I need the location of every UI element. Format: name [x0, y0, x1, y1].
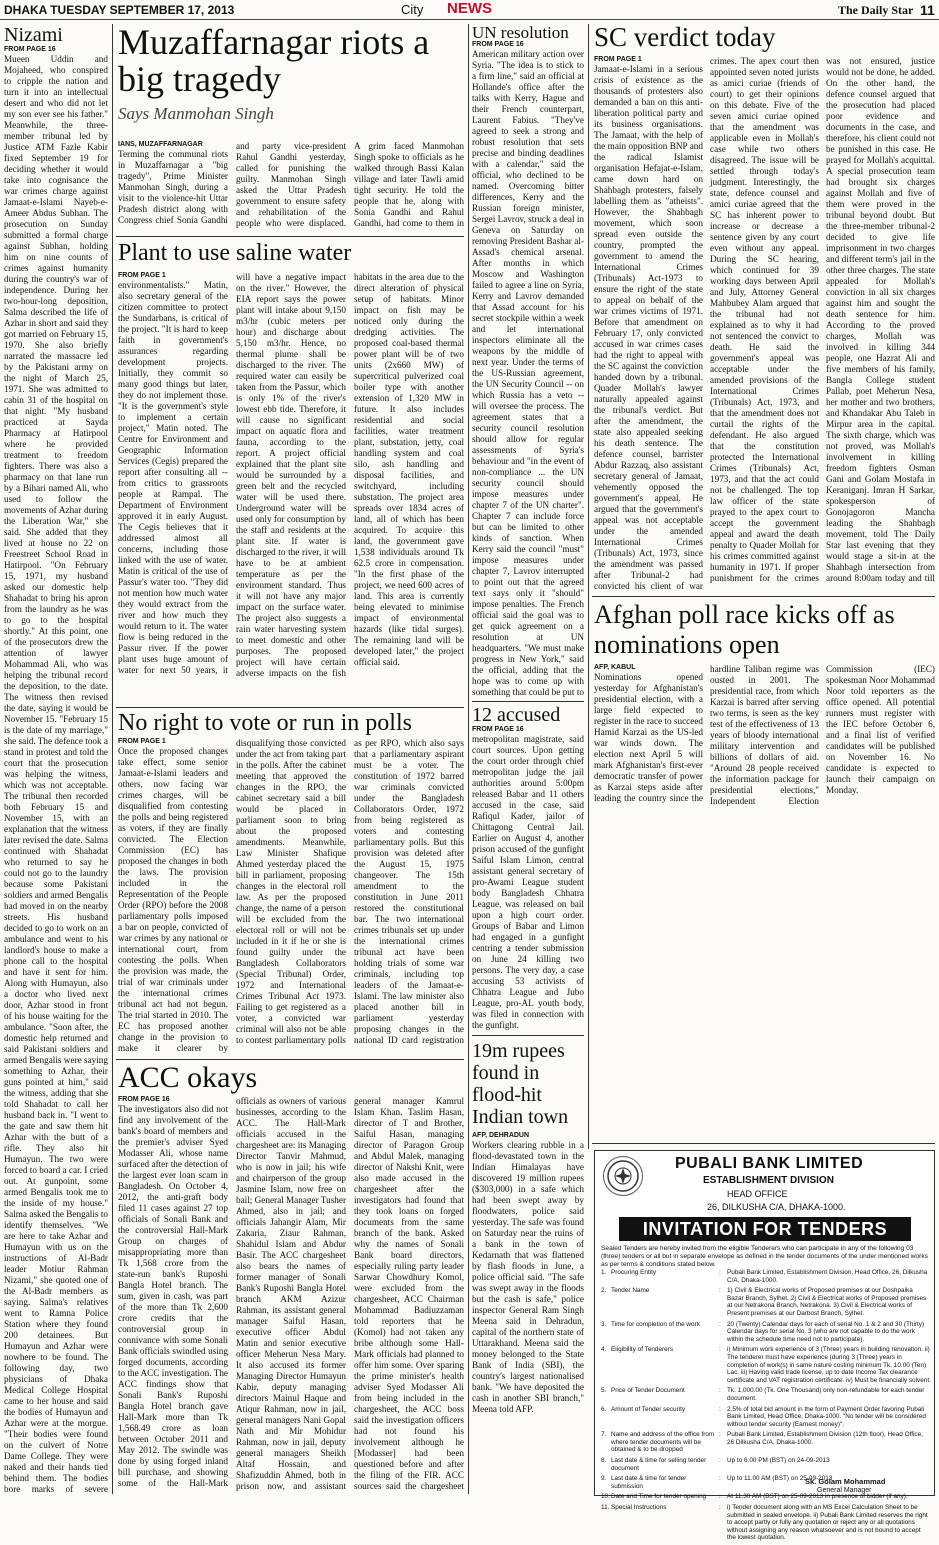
tender-advertisement: [594, 1150, 935, 1542]
story-sc-head: [594, 24, 935, 54]
story-muzaffarnagar-body: [118, 141, 464, 233]
tender-cell-k: Tender Name: [611, 1287, 650, 1295]
seal-icon: [606, 1159, 640, 1193]
tender-cell-k: Last date & time for tender submission: [611, 1475, 687, 1490]
story-vote-body: [118, 738, 464, 1056]
tender-cell-k: Last date & time for selling tender document: [611, 1457, 707, 1472]
headline-sc: SC verdict today: [594, 24, 776, 52]
headline-nizami: Nizami: [4, 24, 63, 46]
tender-cell-colon: :: [719, 1457, 721, 1465]
story-divider: [592, 1143, 935, 1144]
ad-intro: Sealed Tenders are hereby invited from the eligible Tenderers who can participate in any of the following 03 (three) tenders or all but in separate envelope as defined in the tender documents of the under mentioned works as per terms & conditions stated below.: [601, 1245, 928, 1268]
headline-saline: Plant to use saline water: [118, 240, 352, 266]
tender-cell-v: 20 (Twenty) Calendar days for each of serial No. 1 & 2 and 30 (Thirty) Calendar days for serial No. 3 (who are not capable to do the work within the schedule time need not to participate).: [727, 1320, 925, 1343]
tender-cell-k: Amount of Tender security: [611, 1405, 686, 1413]
tender-cell-n: 8.: [601, 1457, 607, 1465]
body-nizami: Mueen Uddin and Mojaheed, who conspired to cripple the nation and turn it into an intellectual desert and who did not let my son ever see his father." Meanwhile, the three-member tribunal led by Justice ATM Fazle Kabir fixed September 19 for deciding whether it would take into cognisance the war crimes charge against Jamaat-e-Islami Nayeb-e-Ameer Abdus Subhan. The prosecution on Sunday submitted a formal charge against Subhan, holding him on nine counts of crimes against humanity during the country's war of independence. During her two-hour-long deposition, Salma described the life of Azhar in short and said they got married on February 15, 1970. She also briefly narrated the massacre led by the Pakistani army on the night of March 25, 1971. She was admitted to cabin 31 of the hospital on that night. "My husband practiced at Sayda Pharmacy at Hatirpool where he provided treatment to freedom fighters. There was also a pharmacy on that lane run by a Bihari named Ali, who used to follow the movements of Azhar during the Liberation War," she said. She added that they lived at house no 22 on Freestreet School Road in Hatirpool. "On February 15, 1971, my husband asked our domestic help Shahadat to bring his apron from the laundry as he was to go to the hospital shortly." At this point, one of the prosecutors drew the attention of lawyer Mohammad Ali, who was helping the tribunal record the deposition, to the date. The witness then revised the date, saying it would be November 15. "February 15 is the date of my marriage," she said. The defence took a stand in protest and told the court that the prosecution was helping the witness, which was not acceptable. The tribunal then recorded both February 15 and November 15, with an explanation that the witness later revised the date. Salma continued with Shahadat who returned to say he could not go to the laundry because some Pakistani soldiers and armed Bengalis had moved in on the nearby streets. His husband decided to go to work on an ambulance and went to his landlord's house to make a phone call to the hospital and have it sent for him. Along with Humayun, also a doctor who lived next door, Azhar stood in front of his house waiting for the ambulance. "Soon after, the domestic help returned and said Pakistani soldiers and armed Bengalis were saying something to Azhar, their guns pointed at him," said the witness, adding that she told Shahadat to call her husband back in. "I went to the gate and saw them hit Azhar with the butt of a rifle. They also hit Humayun. The two were forced to board a car. I cried out. At gunpoint, some armed Bengalis took me to the inside of my house." Salma asked the Bengalis to identify themselves. "We are here to take Azhar and Humayun with us on the instructions of Al-Badr leader Motiur Rahman Nizami," she quoted one of the Al-Badr members as saying. Salma's relatives went to Ramna Police Station where they found 200 detainees. But Humayun and Azhar were nowhere to be found. The following day, two physicians of Dhaka Medical College Hospital came to her house and said the bodies of Humayun and Azhar were at the morgue. "Their bodies were found on the culvert of Notre Dame College. They were naked and their hands tied behind them. The bodies bore marks of severe: [4, 54, 108, 1494]
tender-cell-k: Date and Time for tender opening: [611, 1493, 707, 1501]
story-saline-head: [118, 240, 464, 270]
tender-cell-v: Up to 6.00 PM (BST) on 24-09-2013: [727, 1457, 830, 1465]
tender-row: [601, 1504, 931, 1545]
tender-cell-n: 2.: [601, 1287, 607, 1295]
ad-head-office: HEAD OFFICE: [727, 1189, 788, 1199]
tender-cell-v: Up to 11.00 AM (BST) on 25-09-2013: [727, 1475, 833, 1483]
tender-cell-v: 1) Civil & Electrical works of Proposed premises at our Doshpaika Bazar Branch, Sylhet. 2) Civil & Electrical works of Proposed premises at our Netrakona Branch, Netrakona. 3) Civil & Electrical works of Present premises at our Darbost Branch, Sylhet.: [727, 1287, 927, 1317]
story-un: [472, 24, 584, 698]
ad-signatory: Sk. Golam Mohammad: [805, 1477, 886, 1486]
tender-cell-colon: :: [719, 1431, 721, 1439]
story-divider: [116, 1059, 464, 1060]
source-rupees: AFP, DEHRADUN: [472, 1132, 530, 1139]
source-muzaffarnagar: IANS, MUZAFFARNAGAR: [118, 141, 203, 148]
tender-cell-colon: :: [719, 1269, 721, 1276]
headline-afghan: Afghan poll race kicks off as nominations open: [594, 600, 895, 659]
tender-cell-n: 7.: [601, 1431, 607, 1439]
section-news: NEWS: [447, 0, 492, 17]
source-un: FROM PAGE 16: [472, 41, 524, 48]
story-divider: [116, 236, 464, 237]
story-afghan-head: [594, 600, 935, 662]
tender-row: [601, 1321, 931, 1347]
story-sc-body: [594, 56, 935, 592]
tender-cell-colon: :: [719, 1405, 721, 1413]
body-muzaffarnagar: Terming the communal riots in Muzaffarnagar a "big tragedy", Prime Minister Manmohan Singh, during a visit to the violence-hit Uttar Pradesh district along with Congress chief Sonia Gandhi and party vice-president Rahul Gandhi yesterday, called for punishing the guilty. Manmohan Singh asked the Uttar Pradesh government to ensure safety and rehabilitation of the people who were displaced. A grim faced Manmohan Singh spoke to officials as he walked through Bassi Kalan village and later Tawli amid tight security. He told the people that he, along with Sonia Gandhi and Rahul Gandhi, had come to them in: [118, 141, 464, 228]
story-divider: [472, 1035, 584, 1036]
tender-cell-colon: :: [719, 1287, 721, 1295]
tender-cell-k: Price of Tender Document: [611, 1387, 685, 1395]
column-rule: [588, 24, 589, 1149]
tender-cell-v: Pubali Bank Limited, Establishment Division, Head Office, 26, Dilkusha C/A, Dhaka-1000.: [727, 1269, 928, 1284]
tender-cell-v: Pubali Bank Limited, Establishment Division (12th floor), Head Office, 26 Dilkusha C/A, Dhaka-1000.: [727, 1431, 923, 1446]
tender-row: [601, 1406, 931, 1432]
source-afghan: AFP, KABUL: [594, 664, 636, 671]
story-rupees: [472, 1040, 584, 1494]
tender-cell-k: Time for completion of the work: [611, 1320, 700, 1328]
tender-row: [601, 1431, 931, 1457]
masthead: [0, 0, 939, 20]
headline-rupees: 19m rupees found in flood-hit Indian town: [472, 1040, 569, 1128]
source-sc: FROM PAGE 1: [594, 56, 642, 63]
story-acc-body: [118, 1096, 464, 1494]
source-vote: FROM PAGE 1: [118, 738, 166, 745]
tender-cell-n: 10.: [601, 1493, 610, 1501]
subhead-muzaffarnagar: Says Manmohan Singh: [118, 104, 274, 123]
story-afghan-body: [594, 664, 935, 1140]
tender-cell-colon: :: [719, 1493, 721, 1501]
tender-row: [601, 1346, 931, 1387]
headline-un: UN resolution: [472, 24, 569, 42]
page-number: 11: [920, 2, 935, 18]
tender-cell-n: 3.: [601, 1320, 607, 1328]
dateline: DHAKA TUESDAY SEPTEMBER 17, 2013: [4, 3, 235, 17]
pubali-bank-logo-icon: [603, 1156, 643, 1196]
brand-logo: The Daily Star: [838, 3, 914, 17]
tender-cell-colon: :: [719, 1320, 721, 1328]
story-vote-head: [118, 710, 464, 738]
tender-cell-n: 5.: [601, 1387, 607, 1395]
story-divider: [472, 701, 584, 702]
headline-accused: 12 accused: [472, 704, 561, 726]
story-saline-body: [118, 272, 464, 704]
body-saline: environmentalists." Matin, also secretary general of the citizen committee to protect the Sundarbans, is critical of the project. "It is hard to keep faith in government's assurances regarding development projects. Initially, they commit so many good things but later, they do not implement those. "It is the government's style to implement a certain project," Matin noted. The Centre for Environment and Geographic Information Services (Cegis) prepared the report after consulting all -- from critics to grassroots people at Rampal. The Department of Environment approved it in early August. The Cegis believes that it addressed almost all concerns, including those linked with the use of water. Matin is critical of the use of Passur's water too. "They did not mention how much water they would extract from the river and how much they would return to it. The water flow is being reduced in the Passur river. If the power plant uses huge amount of water for next 50 years, it will have a negative impact on the river." However, the EIA report says the power plant will intake about 9,150 m3/hr (cubic meters per hour) and discharge about 5,150 m3/hr. Hence, no thermal plume shall be discharged to the river. The required water can easily be taken from the Passur, which is only 1% of the river's lowest ebb tide. Therefore, it will cause no significant impact on aquatic flora and fauna, according to the report. A project official explained that the plant site would be surrounded by a green belt and the recycled water will be used there. Underground water will be used only for consumption by the staff and residents at the plant site. If water is discharged to the river, it will have to be at ambient temperature as per the environment standard. Thus it will not have any major impact on the surface water. The project also suggests a rain water harvesting system to meet domestic and other purposes. The proposed project will have certain adverse impacts on the fish habitats in the area due to the direct alteration of physical setup of habitats. Minor impact on fish may be noticed only during the dredging activities. The proposed coal-based thermal power plant will be of two units (2x660 MW) of supercritical pulverized coal boiler type with another extension of 1,320 MW in future. It also includes residential and social facilities, water treatment plant, substation, jetty, coal handling system and coal silo, ash handling and disposal facilities, and switchyard, including substation. The project area spreads over 1834 acres of land, all of which has been acquired. To acquire this land, the government gave 1,538 individuals around Tk 62.5 crore in compensation. "In the first phase of the project, we need 600 acres of land. This area is currently being elevated to minimise impact of environmental hazards (like tidal surges). The remaining land will be developed later," the project official said.: [118, 272, 464, 678]
tender-row: [601, 1287, 931, 1320]
tender-cell-n: 1.: [601, 1269, 607, 1276]
story-acc-head: [118, 1062, 464, 1094]
tender-cell-v: At 11.30 AM (BST) on 25-09-2013 in presence of bidder (if any).: [727, 1493, 908, 1501]
source-saline: FROM PAGE 1: [118, 272, 166, 279]
source-accused: FROM PAGE 16: [472, 726, 524, 733]
tender-cell-n: 9.: [601, 1475, 607, 1483]
tender-cell-k: Eligibility of Tenderers: [611, 1346, 674, 1354]
headline-vote: No right to vote or run in polls: [118, 710, 412, 736]
tender-cell-v: Tk. 1,000.00 (Tk. One Thousand) only non-refundable for each tender document.: [727, 1387, 925, 1402]
headline-acc: ACC okays: [118, 1062, 258, 1094]
tender-cell-v: i) Minimum work experience of 3 (Three) years in building renovation. ii) The tenderer must have experience (during 3 (Three) years in completion of work(s) in same nature costing minimum Tk. 10.00 (Ten) Lac. iii) Having valid trade license, up to date Income Tax clearance certificate and VAT registration certificate. iv) Must be financially solvent.: [727, 1346, 931, 1384]
tender-cell-k: Special Instructions: [611, 1504, 667, 1512]
source-nizami: FROM PAGE 16: [4, 46, 56, 53]
column-rule: [112, 24, 113, 1494]
body-afghan: Nominations opened yesterday for Afghanistan's presidential election, with a large field expected to register in the race to succeed Hamid Karzai as the US-led war winds down. The election next April 5 will mark Afghanistan's first-ever democratic transfer of power as Karzai steps aside after leading the country since the hardline Taliban regime was ousted in 2001. The presidential race, from which Karzai is barred after serving two terms, is seen as the key test of the effectiveness of 13 years of bloody international military intervention and billions of dollars of aid. "Around 28 people received the information package for presidential elections," Independent Election Commission (IEC) spokesman Noor Mohammad Noor told reporters as the office opened. All potential runners must register with the IEC before October 6, and a final list of verified candidates will be published on November 16. No candidate is expected to launch their campaign on Monday.: [594, 664, 935, 806]
tender-cell-n: 11.: [601, 1504, 610, 1512]
section-city: City: [401, 2, 424, 17]
story-divider: [116, 707, 464, 708]
story-accused: [472, 704, 584, 1032]
tender-row: [601, 1269, 931, 1287]
story-muzaffarnagar-head: [118, 24, 464, 144]
ad-designation: General Manager: [817, 1487, 872, 1494]
tender-table: [601, 1269, 931, 1545]
source-acc: FROM PAGE 16: [118, 1096, 170, 1103]
tender-cell-n: 6.: [601, 1405, 607, 1413]
tender-cell-v: i) Tender document along with an MS Excel Calculation Sheet to be submitted in sealed envelope. ii) Pubali Bank Limited reserves the right to accept partly or fully any quotation or reject any or all quotations without assigning any reason whatsoever and is not bound to accept the lowest quotation.: [727, 1504, 928, 1542]
body-vote: Once the proposed changes take effect, some senior Jamaat-e-Islami leaders and others, now facing war crimes charges, will be disqualified from contesting the polls and being registered as voters, if they are finally convicted. The Election Commission (EC) has proposed the changes in both the laws. The provision included in the Representation of the People Order (RPO) before the 2008 parliamentary polls imposed a bar on people, convicted of war crimes by any national or international court, from contesting the polls. When the provision was made, the trial of war criminals under the international crimes tribunal act had not begun. The trial started in 2010. The EC has proposed another change in the provision to make it clearer by disqualifying those convicted under the act from taking part in the polls. After the cabinet meeting that approved the changes in the RPO, the cabinet secretary said a bill would be placed in parliament soon to bring about the proposed amendments. Meanwhile, Law Minister Shafique Ahmed yesterday placed the bill in parliament, proposing changes in the electoral roll law. As per the proposed change, the name of a person will be excluded from the electoral roll or will not be included in it if he or she is found guilty under the Bangladesh Collaborators (Special Tribunal) Order, 1972 and International Crimes Tribunal Act 1973. Failing to get registered as a voter, a convicted war criminal will also not be able to contest parliamentary polls as per RPO, which also says that a parliamentary aspirant must be a voter. The constitution of 1972 barred war criminals convicted under the Bangladesh Collaborators Order, 1972 from being registered as voters and contesting parliamentary polls. But this provision was deleted after the August 15, 1975 changeover. The 15th amendment to the constitution in June 2011 restored the constitutional bar. The two international crimes tribunals set up under the international crimes tribunal act have been holding trials of some war criminals, including top leaders of the Jamaat-e-Islami. The law minister also placed another bill in parliament yesterday proposing changes in the national ID card registration: [118, 738, 464, 1053]
column-rule: [468, 24, 469, 1494]
tender-row: [601, 1493, 931, 1504]
tender-cell-colon: :: [719, 1387, 721, 1395]
tender-row: [601, 1457, 931, 1475]
ad-banner: INVITATION FOR TENDERS: [619, 1217, 911, 1241]
tender-cell-colon: :: [719, 1346, 721, 1354]
tender-cell-v: 2.5% of total bid amount in the form of Payment Order favoring Pubali Bank Limited, Head Office, Dhaka-1000. "No tender will be considered without tender security (Earnest money)".: [727, 1405, 926, 1428]
body-accused: metropolitan magistrate, said court sources. Upon getting the court order through chief metropolitan judge the jail authorities around 5:00pm released Babar and 11 others accused in the case, said Rafiqul Kader, jailor of Chittagong Central Jail. Earlier on August 4, another prison accused of the gunfight Saiful Islam Limon, central assistant general secretary of pro-Awami League student body Bangladesh Chhatra League, was released on bail upon a high court order. Groups of Babar and Limon had engaged in a gunfight centring a tender submission on June 24 killing two persons. The very day, a case accusing 53 activists of Chhatra League and Jubo League, pro-AL youth body, was filed in connection with the gunfight.: [472, 734, 584, 1030]
story-nizami: [4, 24, 108, 1494]
tender-cell-colon: :: [719, 1504, 721, 1512]
body-sc: Jamaat-e-Islami in a serious crisis of existence as the thousands of protesters also demanded a ban on this anti-liberation political party and its business organisations. The Jamaat, with the help of the main opposition BNP and the radical Islamist organisation Hefajat-e-Islam, came down hard on Shahbagh protesters, falsely labelling them as "atheists". However, the Shahbagh movement, which soon spread even outside the country, prompted the government to amend the International Crimes (Tribunals) Act-1973 to ensure the right of the state to appeal on behalf of the war crimes victims of 1971. Before that amendment on February 17, only convicted accused in war crimes cases had the right to appeal with the SC against the conviction handed down by a tribunal. Quader Mollah's lawyer naturally appealed against the tribunal's verdict. But after the amendment, the state also appealed seeking his death sentence. The defence counsel, barrister Abdur Razzaq, also assistant secretary general of Jamaat, vehemently opposed the government's appeal. He argued that the government's appeal was not acceptable under the amended International Crimes (Tribunals) Act, 1973, since the amendment was passed after Tribunal-2 had convicted his client of war crimes. The apex court then appointed seven noted jurists as amici curiae (friends of court) to get their opinions on this debate. Five of the seven amici curiae opined that the amendment was applicable even in Mollah's case while two others disagreed. The issue will be settled through today's judgment. Interestingly, the state, defence counsel and amici curiae agreed that the SC has inherent power to increase or decrease a sentence given by any court even without any appeal. During the SC hearing, which continued for 39 working days between April and July, Attorney General Mahbubey Alam argued that the tribunal had not explained as to why it had not sentenced the convict to death. He said the government's appeal was acceptable under the amended provisions of the International Crimes (Tribunals) Act, 1973, and that the amendment does not curtail the rights of the defendant. He also argued that the constitution protected the International Crimes (Tribunals) Act, 1973, and that the act could not be challenged. The top law officer of the state prayed to the apex court to accept the government appeal and award the death penalty to Quader Mollah for his crimes committed against humanity in 1971. If proper punishment for the crimes was not ensured, justice would not be done, he added. On the other hand, the defence counsel argued that the prosecution had placed poor evidence and documents in the case, and therefore, his client could not be punished in this case. He prayed for Mollah's acquittal. A special prosecution team had brought six charges against Mollah and five of them were proved in the tribunal beyond doubt. But the three-member tribunal-2 decided to give life imprisonment in two charges and different term's jail in the other three charges. The state appealed for Mollah's conviction in all six charges against him and sought the death sentence for him. According to the proved charges, Mollah was involved in killing 344 people, one Hazrat Ali and five members of his family, Bangla College student Pallab, poet Meherun Nesa, her mother and two brothers, and Khandakar Abu Taleb in Mirpur area in the capital. The sixth charge, which was not proved, was Mollah's involvement in killing freedom fighters Osman Gani and Golam Mostafa in Keraniganj. Imran H Sarkar, spokesperson of Gonojagoron Mancha leading the Shahbagh movement, told The Daily Star last evening that they would stage a sit-in at the Shahbagh intersection from around 8:00am today and till: [594, 56, 935, 591]
tender-cell-k: Procuring Entity: [611, 1269, 657, 1276]
tender-cell-n: 4.: [601, 1346, 607, 1354]
tender-cell-colon: :: [719, 1475, 721, 1483]
story-divider: [592, 596, 935, 597]
body-rupees: Workers clearing rubble in a flood-devastated town in the Indian Himalayas have discovered 19 million rupees ($303,000) in a safe which had been swept away by floodwaters, police said yesterday. The safe was found on Saturday near the ruins of a bank in the town of Kedarnath that was flattened by flash floods in June, a police official said. "The safe was swept away in the floods but the cash is safe," police inspector General Ram Singh Meena said in Dehradun, capital of the northern state of Uttarakhand. Meena said the money belonged to the State Bank of India (SBI), the country's largest nationalised bank. "We have deposited the cash in another SBI branch," Meena told AFP.: [472, 1140, 584, 1414]
headline-muzaffarnagar: Muzaffarnagar riots a big tragedy: [118, 24, 430, 99]
ad-bank-name: PUBALI BANK LIMITED: [675, 1155, 864, 1172]
tender-cell-k: Name and address of the office from where tender documents will be obtained & to be dropped: [611, 1431, 715, 1454]
body-acc: The investigators also did not find any involvement of the bank's board of members and the premier's adviser Syed Modasser Ali, whose name surfaced after the detection of the largest ever loan scam in Bangladesh. On October 4, 2012, the anti-graft body filed 11 cases against 27 top officials of Sonali Bank and the controversial Hall-Mark Group on charges of misappropriating more than Tk 1,568 crore from the state-run bank's Ruposhi Bangla Hotel branch. The sum, given in cash, was part of the more than Tk 2,600 crore credits that the controversial group in connivance with some Sonali Bank officials swindled using forged documents, according to the ACC investigation. The ACC findings show that Sonali Bank's Ruposhi Bangla Hotel branch gave Hall-Mark more than Tk 1,568.49 crore as loan between October 2011 and May 2012. The swindle was done by using forged inland bill purchase, and showing some of the Hall-Mark officials as owners of various businesses, according to the ACC. The Hall-Mark officials accused in the chargesheet are: its Managing Director Tanvir Mahmud, who is now in jail; his wife and chairperson of the group Jasmine Islam, now free on bail; General Manager Tusher Ahmed, also in jail; and officials Jahangir Alam, Mir Zakaria, Ziaur Rahman, Shahidul Islam and Abdur Basir. The ACC chargesheet also bears the names of former manager of Sonali Bank's Ruposhi Bangla Hotel branch AKM Azizur Rahman, its assistant general manager Saiful Hasan, executive officer Abdul Matin and senior executive officer Meherun Nesa Mary. It also accused its former Managing Director Humayun Kabir, deputy managing directors Mainul Haque and Atiqur Rahman, now in jail, general managers Nani Gopal Nath and Mir Mohidur Rahman, now in jail, deputy general managers Sheikh Altaf Hossain, and Shafizuddin Ahmed, both in prison now, and assistant general manager Kamrul Islam Khan. Taslim Hasan, director of T and Brother, Saiful Hasan, managing director of Paragon Group and Abdul Malek, managing director of Nakshi Knit, were also made accused in the chargesheet after the investigators had found that they took loans on forged documents from the same branch of the bank. Asked why the names of Sonali Bank board directors, especially ruling party leader Sarwar Chowdhury Komol, were excluded from the chargesheet, ACC Chairman Mohammad Badiuzzaman told reporters that he (Komol) had not taken any bribe although some Hall-Mark officials had planned to offer him some. Over sparing the prime minister's health adviser Syed Modasser Ali from being included in the chargesheet, the ACC boss said the investigation officers had not found his involvement although he [Modasser] had been questioned before and after the filing of the FIR. ACC sources said the chargesheet: [118, 1096, 464, 1491]
ad-division: ESTABLISHMENT DIVISION: [703, 1175, 834, 1186]
tender-row: [601, 1387, 931, 1405]
body-un: American military action over Syria. "The idea is to stick to a firm line," said an official at Hollande's office after the talks with Kerry, Hague and their French counterpart, Laurent Fabius. "They've agreed to seek a strong and robust resolution that sets precise and binding deadlines with a calendar," said the official, who declined to be named. Overcoming bitter differences, Kerry and the Russian foreign minister, Sergei Lavrov, struck a deal in Geneva on Saturday on removing President Bashar al-Assad's chemical arsenal. After months in which Moscow and Washington failed to agree a line on Syria, Kerry and Lavrov demanded that Assad account for his secret stockpile within a week and let international inspectors eliminate all the weapons by the middle of next year. Under the terms of the US-Russian agreement, the UN Security Council -- on which Russia has a veto -- will oversee the process. The agreement states that a security council resolution should allow for regular assessments of Syria's behaviour and "in the event of non-compliance ... the UN security council should impose measures under chapter 7 of the UN charter". Chapter 7 can include force but can be limited to other kinds of sanction. When Kerry said the council "must" impose measures under chapter 7, Lavrov interrupted to point out that the agreed text says only it "should" impose penalties. The French official said the goal was to get quick agreement on a resolution at UN headquarters. "We must make progress in New York," said the official, adding that the hope was to come up with something that could be put to: [472, 49, 584, 697]
ad-address: 26, DILKUSHA C/A, DHAKA-1000.: [707, 1202, 846, 1212]
